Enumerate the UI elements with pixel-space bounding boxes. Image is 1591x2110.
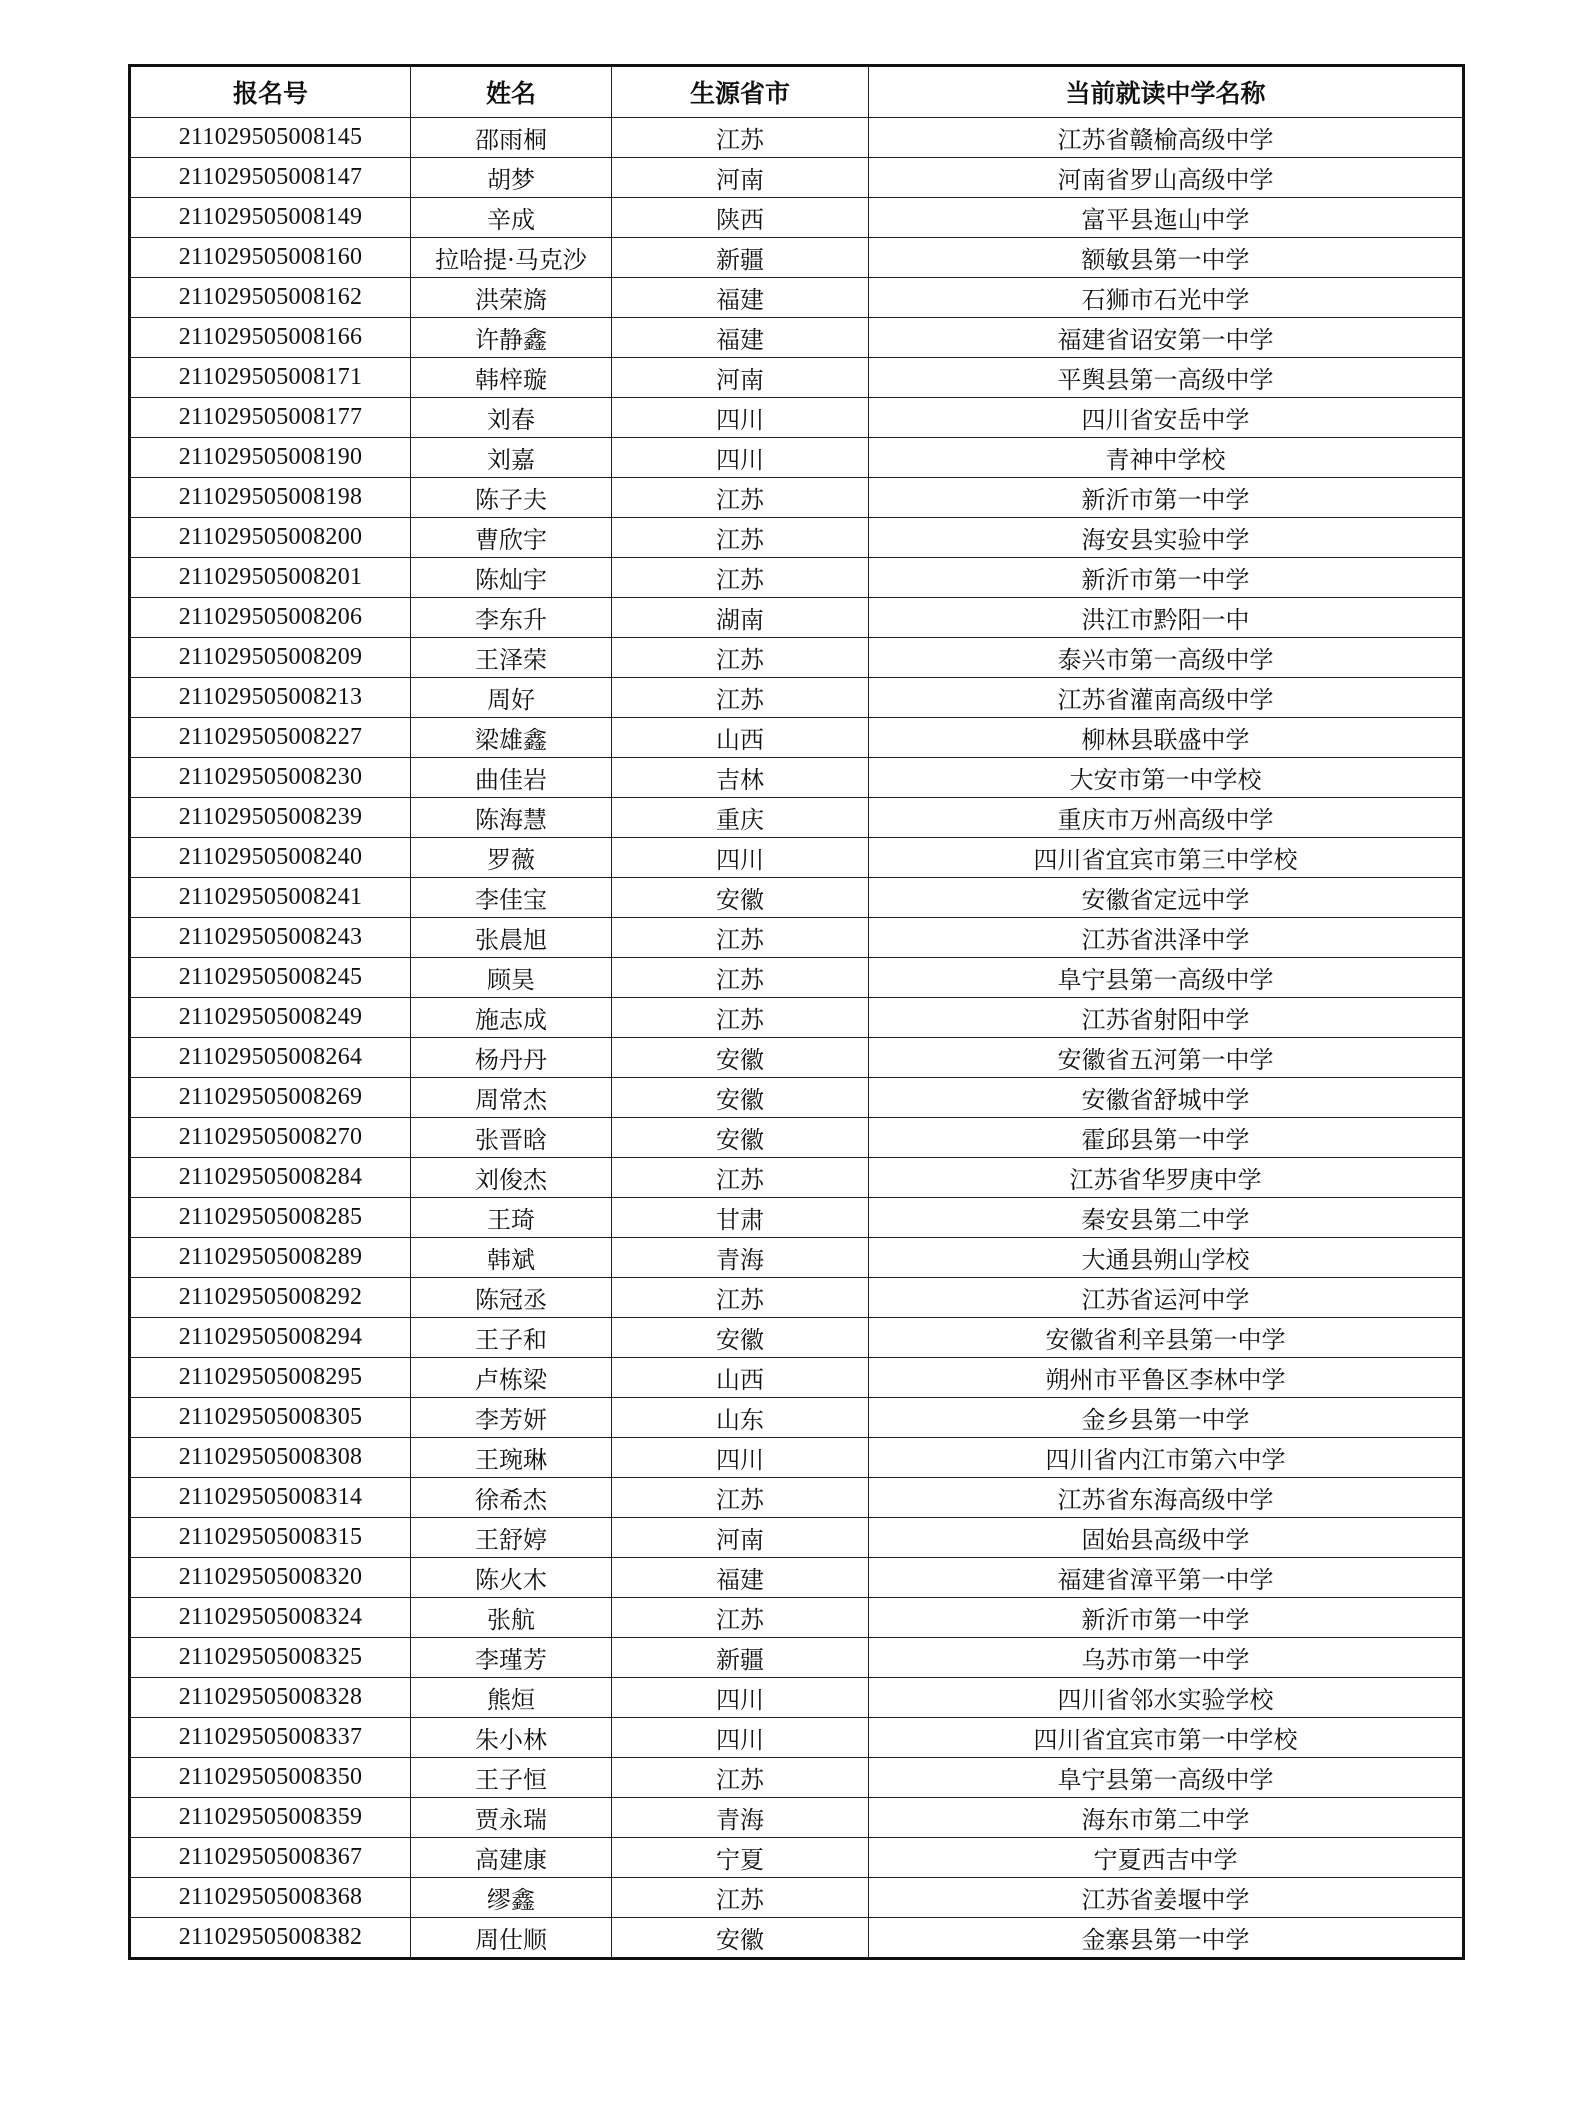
table-row	[130, 1438, 1464, 1478]
student-name-cell: 刘嘉	[411, 438, 612, 478]
school-name-cell: 四川省内江市第六中学	[869, 1438, 1464, 1478]
student-name-cell: 王子恒	[411, 1758, 612, 1798]
table-row	[130, 238, 1464, 278]
province-cell: 四川	[612, 1718, 869, 1758]
province-cell: 江苏	[612, 638, 869, 678]
school-name-cell: 霍邱县第一中学	[869, 1118, 1464, 1158]
registration-number-cell: 211029505008308	[130, 1438, 411, 1478]
school-name-cell: 安徽省五河第一中学	[869, 1038, 1464, 1078]
school-name-cell: 四川省安岳中学	[869, 398, 1464, 438]
table-row	[130, 758, 1464, 798]
table-row	[130, 1078, 1464, 1118]
registration-number-cell: 211029505008200	[130, 518, 411, 558]
student-name-cell: 陈子夫	[411, 478, 612, 518]
table-row	[130, 878, 1464, 918]
province-cell: 江苏	[612, 1278, 869, 1318]
student-name-cell: 韩斌	[411, 1238, 612, 1278]
registration-number-cell: 211029505008294	[130, 1318, 411, 1358]
table-row	[130, 918, 1464, 958]
school-name-cell: 新沂市第一中学	[869, 478, 1464, 518]
student-name-cell: 王舒婷	[411, 1518, 612, 1558]
student-name-cell: 熊烜	[411, 1678, 612, 1718]
registration-number-cell: 211029505008190	[130, 438, 411, 478]
registration-number-cell: 211029505008227	[130, 718, 411, 758]
province-cell: 湖南	[612, 598, 869, 638]
registration-number-cell: 211029505008324	[130, 1598, 411, 1638]
province-cell: 安徽	[612, 1918, 869, 1959]
student-name-cell: 周仕顺	[411, 1918, 612, 1959]
school-name-cell: 大通县朔山学校	[869, 1238, 1464, 1278]
student-name-cell: 曹欣宇	[411, 518, 612, 558]
table-row	[130, 718, 1464, 758]
province-cell: 新疆	[612, 1638, 869, 1678]
table-row	[130, 1758, 1464, 1798]
student-name-cell: 陈海慧	[411, 798, 612, 838]
registration-number-cell: 211029505008295	[130, 1358, 411, 1398]
table-row	[130, 478, 1464, 518]
province-cell: 河南	[612, 158, 869, 198]
school-name-cell: 大安市第一中学校	[869, 758, 1464, 798]
registration-number-cell: 211029505008337	[130, 1718, 411, 1758]
school-name-cell: 平舆县第一高级中学	[869, 358, 1464, 398]
table-row	[130, 358, 1464, 398]
school-name-cell: 石狮市石光中学	[869, 278, 1464, 318]
province-cell: 重庆	[612, 798, 869, 838]
student-name-cell: 曲佳岩	[411, 758, 612, 798]
student-name-cell: 罗薇	[411, 838, 612, 878]
student-name-cell: 李瑾芳	[411, 1638, 612, 1678]
table-row	[130, 1838, 1464, 1878]
student-name-cell: 施志成	[411, 998, 612, 1038]
header-province: 生源省市	[612, 66, 869, 118]
registration-number-cell: 211029505008240	[130, 838, 411, 878]
table-row	[130, 1718, 1464, 1758]
table-body	[130, 118, 1464, 1959]
table-row	[130, 1558, 1464, 1598]
registration-number-cell: 211029505008325	[130, 1638, 411, 1678]
province-cell: 福建	[612, 318, 869, 358]
province-cell: 山西	[612, 1358, 869, 1398]
school-name-cell: 海安县实验中学	[869, 518, 1464, 558]
school-name-cell: 江苏省东海高级中学	[869, 1478, 1464, 1518]
student-name-cell: 邵雨桐	[411, 118, 612, 158]
province-cell: 安徽	[612, 1318, 869, 1358]
school-name-cell: 金乡县第一中学	[869, 1398, 1464, 1438]
registration-number-cell: 211029505008162	[130, 278, 411, 318]
table-row	[130, 958, 1464, 998]
student-name-cell: 杨丹丹	[411, 1038, 612, 1078]
registration-number-cell: 211029505008359	[130, 1798, 411, 1838]
province-cell: 江苏	[612, 558, 869, 598]
table-header	[130, 66, 1464, 118]
registration-number-cell: 211029505008315	[130, 1518, 411, 1558]
province-cell: 四川	[612, 438, 869, 478]
table-row	[130, 1318, 1464, 1358]
header-row	[130, 66, 1464, 118]
registration-number-cell: 211029505008305	[130, 1398, 411, 1438]
student-name-cell: 周好	[411, 678, 612, 718]
registration-number-cell: 211029505008367	[130, 1838, 411, 1878]
student-name-cell: 刘俊杰	[411, 1158, 612, 1198]
province-cell: 江苏	[612, 1758, 869, 1798]
student-name-cell: 拉哈提·马克沙	[411, 238, 612, 278]
school-name-cell: 泰兴市第一高级中学	[869, 638, 1464, 678]
province-cell: 福建	[612, 278, 869, 318]
registration-number-cell: 211029505008230	[130, 758, 411, 798]
table-row	[130, 1158, 1464, 1198]
province-cell: 福建	[612, 1558, 869, 1598]
student-name-cell: 张晨旭	[411, 918, 612, 958]
student-name-cell: 王泽荣	[411, 638, 612, 678]
table-row	[130, 1798, 1464, 1838]
table-row	[130, 518, 1464, 558]
school-name-cell: 安徽省定远中学	[869, 878, 1464, 918]
registration-number-cell: 211029505008284	[130, 1158, 411, 1198]
registration-number-cell: 211029505008269	[130, 1078, 411, 1118]
province-cell: 江苏	[612, 1158, 869, 1198]
registration-number-cell: 211029505008198	[130, 478, 411, 518]
student-name-cell: 张晋晗	[411, 1118, 612, 1158]
table-row	[130, 1278, 1464, 1318]
school-name-cell: 江苏省运河中学	[869, 1278, 1464, 1318]
registration-number-cell: 211029505008241	[130, 878, 411, 918]
table-row	[130, 1238, 1464, 1278]
province-cell: 青海	[612, 1238, 869, 1278]
student-name-cell: 李芳妍	[411, 1398, 612, 1438]
school-name-cell: 四川省宜宾市第一中学校	[869, 1718, 1464, 1758]
registration-number-cell: 211029505008239	[130, 798, 411, 838]
registration-number-cell: 211029505008160	[130, 238, 411, 278]
table-row	[130, 558, 1464, 598]
table-row	[130, 198, 1464, 238]
student-name-cell: 徐希杰	[411, 1478, 612, 1518]
school-name-cell: 宁夏西吉中学	[869, 1838, 1464, 1878]
school-name-cell: 阜宁县第一高级中学	[869, 1758, 1464, 1798]
registration-number-cell: 211029505008149	[130, 198, 411, 238]
student-name-cell: 李东升	[411, 598, 612, 638]
header-name: 姓名	[411, 66, 612, 118]
student-name-cell: 梁雄鑫	[411, 718, 612, 758]
province-cell: 四川	[612, 838, 869, 878]
table-row	[130, 1398, 1464, 1438]
school-name-cell: 金寨县第一中学	[869, 1918, 1464, 1959]
school-name-cell: 江苏省洪泽中学	[869, 918, 1464, 958]
province-cell: 新疆	[612, 238, 869, 278]
student-name-cell: 许静鑫	[411, 318, 612, 358]
table-row	[130, 1598, 1464, 1638]
table-row	[130, 398, 1464, 438]
student-name-cell: 王子和	[411, 1318, 612, 1358]
header-school: 当前就读中学名称	[869, 66, 1464, 118]
table-row	[130, 1358, 1464, 1398]
table-row	[130, 1638, 1464, 1678]
province-cell: 安徽	[612, 1118, 869, 1158]
school-name-cell: 四川省邻水实验学校	[869, 1678, 1464, 1718]
registration-number-cell: 211029505008206	[130, 598, 411, 638]
school-name-cell: 福建省漳平第一中学	[869, 1558, 1464, 1598]
school-name-cell: 秦安县第二中学	[869, 1198, 1464, 1238]
province-cell: 江苏	[612, 918, 869, 958]
table-row	[130, 318, 1464, 358]
school-name-cell: 朔州市平鲁区李林中学	[869, 1358, 1464, 1398]
table-row	[130, 158, 1464, 198]
registration-number-cell: 211029505008245	[130, 958, 411, 998]
table-row	[130, 1678, 1464, 1718]
school-name-cell: 江苏省赣榆高级中学	[869, 118, 1464, 158]
school-name-cell: 四川省宜宾市第三中学校	[869, 838, 1464, 878]
table-row	[130, 1478, 1464, 1518]
table-row	[130, 1038, 1464, 1078]
table-row	[130, 1518, 1464, 1558]
school-name-cell: 江苏省姜堰中学	[869, 1878, 1464, 1918]
registration-number-cell: 211029505008213	[130, 678, 411, 718]
school-name-cell: 福建省诏安第一中学	[869, 318, 1464, 358]
student-name-cell: 陈火木	[411, 1558, 612, 1598]
province-cell: 江苏	[612, 958, 869, 998]
school-name-cell: 青神中学校	[869, 438, 1464, 478]
student-name-cell: 高建康	[411, 1838, 612, 1878]
student-name-cell: 辛成	[411, 198, 612, 238]
registration-number-cell: 211029505008350	[130, 1758, 411, 1798]
table-row	[130, 118, 1464, 158]
school-name-cell: 河南省罗山高级中学	[869, 158, 1464, 198]
province-cell: 江苏	[612, 1878, 869, 1918]
province-cell: 甘肃	[612, 1198, 869, 1238]
student-name-cell: 卢栋梁	[411, 1358, 612, 1398]
table-row	[130, 1118, 1464, 1158]
province-cell: 四川	[612, 1678, 869, 1718]
student-name-cell: 洪荣旖	[411, 278, 612, 318]
student-name-cell: 贾永瑞	[411, 1798, 612, 1838]
province-cell: 江苏	[612, 518, 869, 558]
school-name-cell: 安徽省利辛县第一中学	[869, 1318, 1464, 1358]
registration-number-cell: 211029505008166	[130, 318, 411, 358]
table-row	[130, 1198, 1464, 1238]
province-cell: 青海	[612, 1798, 869, 1838]
school-name-cell: 重庆市万州高级中学	[869, 798, 1464, 838]
province-cell: 江苏	[612, 998, 869, 1038]
registration-number-cell: 211029505008292	[130, 1278, 411, 1318]
registration-number-cell: 211029505008201	[130, 558, 411, 598]
student-name-cell: 王琬琳	[411, 1438, 612, 1478]
table-row	[130, 1918, 1464, 1959]
student-name-cell: 周常杰	[411, 1078, 612, 1118]
table-row	[130, 998, 1464, 1038]
table-row	[130, 678, 1464, 718]
school-name-cell: 乌苏市第一中学	[869, 1638, 1464, 1678]
school-name-cell: 江苏省灌南高级中学	[869, 678, 1464, 718]
student-name-cell: 刘春	[411, 398, 612, 438]
registration-number-cell: 211029505008368	[130, 1878, 411, 1918]
registration-number-cell: 211029505008320	[130, 1558, 411, 1598]
school-name-cell: 新沂市第一中学	[869, 1598, 1464, 1638]
province-cell: 江苏	[612, 1598, 869, 1638]
school-name-cell: 富平县迤山中学	[869, 198, 1464, 238]
registration-number-cell: 211029505008243	[130, 918, 411, 958]
table-row	[130, 838, 1464, 878]
province-cell: 江苏	[612, 1478, 869, 1518]
province-cell: 河南	[612, 1518, 869, 1558]
school-name-cell: 固始县高级中学	[869, 1518, 1464, 1558]
registration-number-cell: 211029505008249	[130, 998, 411, 1038]
table-row	[130, 798, 1464, 838]
school-name-cell: 阜宁县第一高级中学	[869, 958, 1464, 998]
student-name-cell: 顾昊	[411, 958, 612, 998]
student-name-cell: 李佳宝	[411, 878, 612, 918]
student-name-cell: 陈冠丞	[411, 1278, 612, 1318]
province-cell: 山东	[612, 1398, 869, 1438]
table-row	[130, 638, 1464, 678]
registration-number-cell: 211029505008328	[130, 1678, 411, 1718]
province-cell: 山西	[612, 718, 869, 758]
student-name-cell: 胡梦	[411, 158, 612, 198]
registration-number-cell: 211029505008289	[130, 1238, 411, 1278]
header-registration-number: 报名号	[130, 66, 411, 118]
school-name-cell: 江苏省射阳中学	[869, 998, 1464, 1038]
registration-number-cell: 211029505008270	[130, 1118, 411, 1158]
registration-number-cell: 211029505008171	[130, 358, 411, 398]
student-name-cell: 缪鑫	[411, 1878, 612, 1918]
student-name-cell: 王琦	[411, 1198, 612, 1238]
province-cell: 吉林	[612, 758, 869, 798]
registration-number-cell: 211029505008177	[130, 398, 411, 438]
registration-number-cell: 211029505008147	[130, 158, 411, 198]
registration-number-cell: 211029505008209	[130, 638, 411, 678]
registration-number-cell: 211029505008314	[130, 1478, 411, 1518]
school-name-cell: 安徽省舒城中学	[869, 1078, 1464, 1118]
table-row	[130, 278, 1464, 318]
student-name-cell: 张航	[411, 1598, 612, 1638]
province-cell: 江苏	[612, 678, 869, 718]
table-row	[130, 598, 1464, 638]
province-cell: 陕西	[612, 198, 869, 238]
school-name-cell: 柳林县联盛中学	[869, 718, 1464, 758]
table-row	[130, 438, 1464, 478]
school-name-cell: 江苏省华罗庚中学	[869, 1158, 1464, 1198]
province-cell: 安徽	[612, 1038, 869, 1078]
student-name-cell: 朱小林	[411, 1718, 612, 1758]
school-name-cell: 洪江市黔阳一中	[869, 598, 1464, 638]
province-cell: 安徽	[612, 878, 869, 918]
school-name-cell: 海东市第二中学	[869, 1798, 1464, 1838]
school-name-cell: 新沂市第一中学	[869, 558, 1464, 598]
registration-number-cell: 211029505008382	[130, 1918, 411, 1959]
registration-number-cell: 211029505008264	[130, 1038, 411, 1078]
registration-number-cell: 211029505008285	[130, 1198, 411, 1238]
province-cell: 河南	[612, 358, 869, 398]
student-name-cell: 陈灿宇	[411, 558, 612, 598]
registration-number-cell: 211029505008145	[130, 118, 411, 158]
province-cell: 四川	[612, 1438, 869, 1478]
student-list-table	[128, 64, 1465, 1960]
province-cell: 四川	[612, 398, 869, 438]
school-name-cell: 额敏县第一中学	[869, 238, 1464, 278]
table-row	[130, 1878, 1464, 1918]
student-name-cell: 韩梓璇	[411, 358, 612, 398]
province-cell: 安徽	[612, 1078, 869, 1118]
province-cell: 江苏	[612, 478, 869, 518]
province-cell: 江苏	[612, 118, 869, 158]
province-cell: 宁夏	[612, 1838, 869, 1878]
